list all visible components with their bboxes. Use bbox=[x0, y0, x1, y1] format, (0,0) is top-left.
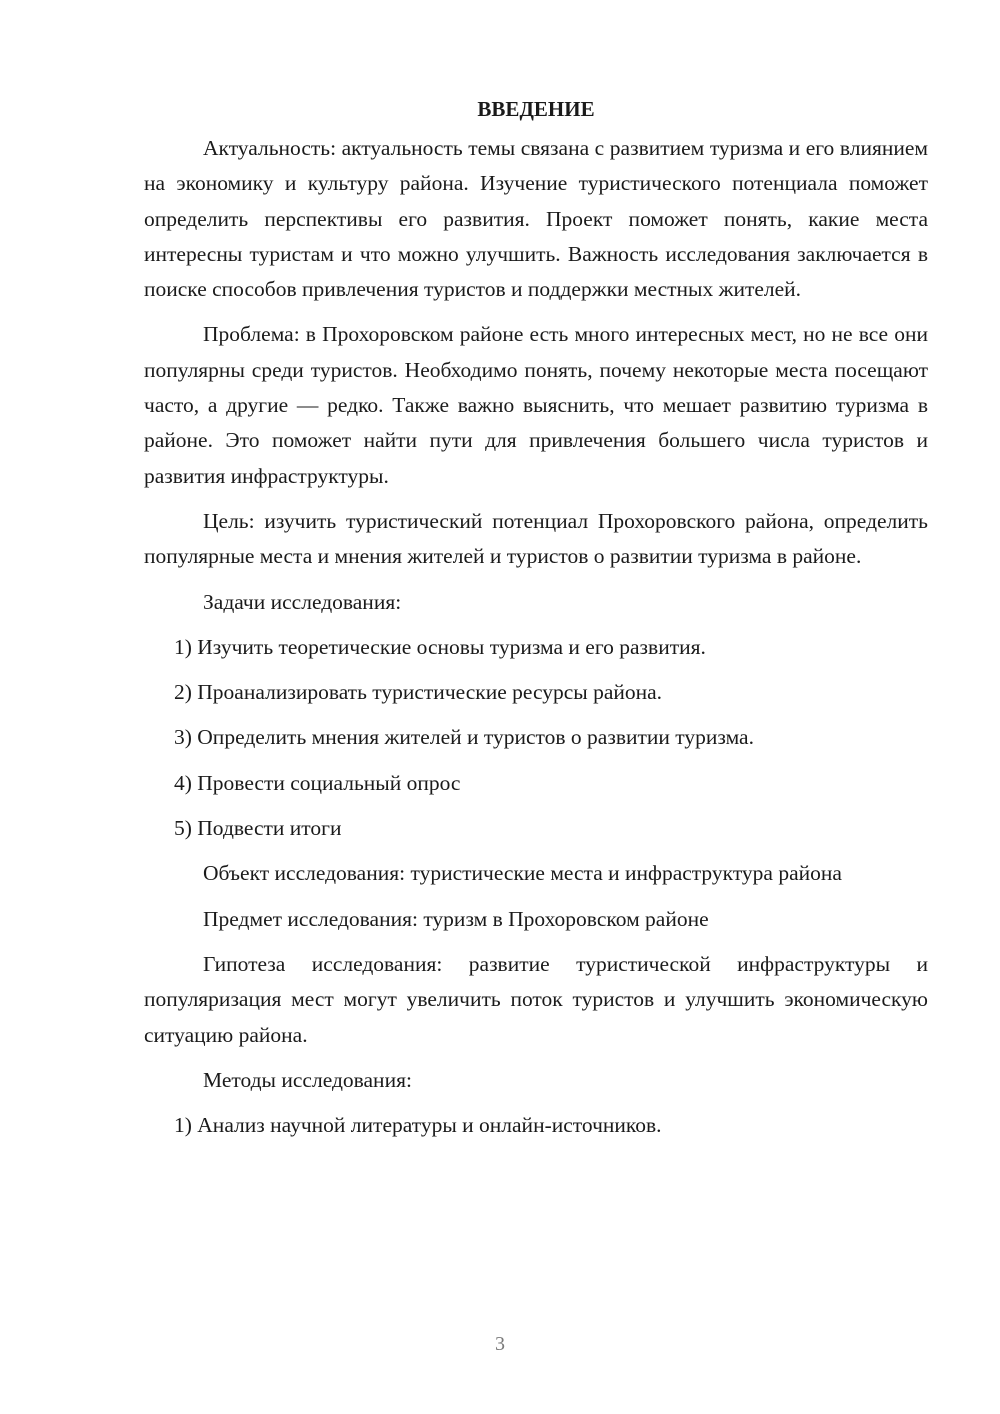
task-item-4: 4) Провести социальный опрос bbox=[174, 770, 461, 795]
paragraph-object: Объект исследования: туристические места и инфраструктура района bbox=[203, 861, 842, 886]
methods-heading: Методы исследования: bbox=[203, 1067, 412, 1092]
page-number: 3 bbox=[495, 1333, 505, 1355]
section-title: ВВЕДЕНИЕ bbox=[477, 97, 595, 121]
paragraph-problem: Проблема: в Прохоровском районе есть много интересных мест, но не все они популярны среди туристов. Необходимо понять, почему некоторые места посещают часто, а другие — редко. Также важно выяснить, что мешает развитию туризма в районе. Это поможет найти пути для привлечения большего числа туристов и развития инфраструктуры. bbox=[144, 322, 928, 488]
task-item-5: 5) Подвести итоги bbox=[174, 816, 342, 841]
task-item-1: 1) Изучить теоретические основы туризма и его развития. bbox=[174, 634, 706, 659]
paragraph-relevance: Актуальность: актуальность темы связана с развитием туризма и его влиянием на экономику и культуру района. Изучение туристического потенциала поможет определить перспективы его развития. Проект поможет понять, какие места интересны туристам и что можно улучшить. Важность исследования заключается в поиске способов привлечения туристов и поддержки местных жителей. bbox=[144, 136, 928, 302]
paragraph-hypothesis: Гипотеза исследования: развитие туристической инфраструктуры и популяризация мест могут увеличить поток туристов и улучшить экономическую ситуацию района. bbox=[144, 951, 928, 1047]
paragraph-goal: Цель: изучить туристический потенциал Прохоровского района, определить популярные места и мнения жителей и туристов о развитии туризма в районе. bbox=[144, 508, 928, 569]
tasks-heading: Задачи исследования: bbox=[203, 589, 402, 614]
task-item-2: 2) Проанализировать туристические ресурсы района. bbox=[174, 680, 663, 705]
document-page bbox=[144, 92, 928, 1153]
task-item-3: 3) Определить мнения жителей и туристов о развитии туризма. bbox=[174, 725, 754, 750]
paragraph-subject: Предмет исследования: туризм в Прохоровском районе bbox=[203, 906, 709, 931]
method-item-1: 1) Анализ научной литературы и онлайн-источников. bbox=[174, 1113, 662, 1138]
